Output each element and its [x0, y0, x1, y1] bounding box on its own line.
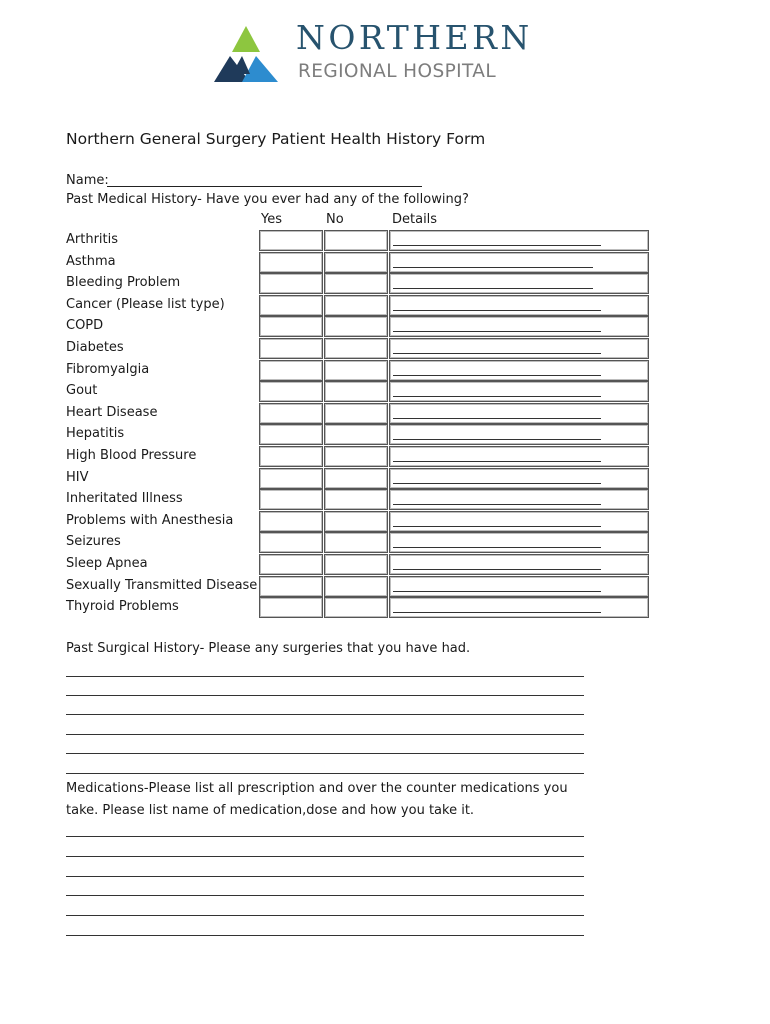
- details-underline: [393, 418, 601, 419]
- details-underline: [393, 547, 601, 548]
- yes-checkbox[interactable]: [259, 338, 323, 359]
- condition-label: High Blood Pressure: [66, 448, 197, 463]
- past-medical-history-prompt: Past Medical History- Have you ever had any of the following?: [66, 192, 469, 207]
- details-field[interactable]: [389, 360, 649, 381]
- yes-checkbox[interactable]: [259, 489, 323, 510]
- condition-label: Sexually Transmitted Disease: [66, 577, 258, 593]
- yes-checkbox[interactable]: [259, 252, 323, 273]
- form-title: Northern General Surgery Patient Health History Form: [66, 130, 486, 148]
- details-field[interactable]: [389, 295, 649, 316]
- details-field[interactable]: [389, 576, 649, 597]
- name-field[interactable]: [107, 186, 422, 187]
- column-header-details: Details: [392, 212, 438, 227]
- surgery-line[interactable]: [66, 714, 584, 715]
- hospital-logo-icon: [212, 24, 280, 84]
- condition-label: Bleeding Problem: [66, 275, 181, 291]
- condition-label: Seizures: [66, 534, 121, 550]
- details-underline: [393, 288, 593, 289]
- no-checkbox[interactable]: [324, 597, 388, 618]
- details-field[interactable]: [389, 597, 649, 618]
- yes-checkbox[interactable]: [259, 554, 323, 575]
- no-checkbox[interactable]: [324, 424, 388, 445]
- no-checkbox[interactable]: [324, 381, 388, 402]
- details-underline: [393, 353, 601, 354]
- details-underline: [393, 526, 601, 527]
- yes-checkbox[interactable]: [259, 295, 323, 316]
- yes-checkbox[interactable]: [259, 511, 323, 532]
- condition-label: Inheritated Illness: [66, 491, 183, 507]
- surgery-line[interactable]: [66, 773, 584, 774]
- details-underline: [393, 612, 601, 613]
- details-field[interactable]: [389, 230, 649, 251]
- condition-label: Hepatitis: [66, 426, 125, 442]
- details-field[interactable]: [389, 532, 649, 553]
- no-checkbox[interactable]: [324, 489, 388, 510]
- details-field[interactable]: [389, 381, 649, 402]
- condition-label: Fibromyalgia: [66, 361, 150, 377]
- yes-checkbox[interactable]: [259, 576, 323, 597]
- details-field[interactable]: [389, 511, 649, 532]
- yes-checkbox[interactable]: [259, 597, 323, 618]
- medication-line[interactable]: [66, 935, 584, 936]
- medications-prompt-line-2: take. Please list name of medication,dose and how you take it.: [66, 803, 475, 818]
- no-checkbox[interactable]: [324, 316, 388, 337]
- details-underline: [393, 396, 601, 397]
- yes-checkbox[interactable]: [259, 468, 323, 489]
- no-checkbox[interactable]: [324, 468, 388, 489]
- details-field[interactable]: [389, 446, 649, 467]
- details-field[interactable]: [389, 403, 649, 424]
- yes-checkbox[interactable]: [259, 360, 323, 381]
- yes-checkbox[interactable]: [259, 381, 323, 402]
- no-checkbox[interactable]: [324, 511, 388, 532]
- column-header-no: No: [326, 212, 344, 227]
- condition-label: Arthritis: [66, 232, 119, 247]
- logo-subtitle: REGIONAL HOSPITAL: [298, 61, 497, 82]
- yes-checkbox[interactable]: [259, 424, 323, 445]
- medications-prompt-line-1: Medications-Please list all prescription and over the counter medications you: [66, 781, 568, 796]
- condition-label: Cancer (Please list type): [66, 296, 225, 312]
- past-surgical-history-prompt: Past Surgical History- Please any surgeries that you have had.: [66, 641, 471, 656]
- no-checkbox[interactable]: [324, 252, 388, 273]
- details-underline: [393, 245, 601, 246]
- details-underline: [393, 461, 601, 462]
- no-checkbox[interactable]: [324, 295, 388, 316]
- details-field[interactable]: [389, 489, 649, 510]
- condition-label: Gout: [66, 383, 98, 399]
- logo-title: NORTHERN: [296, 18, 533, 57]
- details-underline: [393, 439, 601, 440]
- details-field[interactable]: [389, 554, 649, 575]
- no-checkbox[interactable]: [324, 230, 388, 251]
- medication-line[interactable]: [66, 836, 584, 837]
- medication-line[interactable]: [66, 876, 584, 877]
- surgery-line[interactable]: [66, 695, 584, 696]
- condition-label: Sleep Apnea: [66, 556, 148, 571]
- details-field[interactable]: [389, 252, 649, 273]
- condition-label: Problems with Anesthesia: [66, 512, 234, 528]
- condition-label: Diabetes: [66, 340, 124, 355]
- details-underline: [393, 591, 601, 592]
- no-checkbox[interactable]: [324, 360, 388, 381]
- details-field[interactable]: [389, 316, 649, 337]
- details-underline: [393, 483, 601, 484]
- details-underline: [393, 331, 601, 332]
- no-checkbox[interactable]: [324, 338, 388, 359]
- condition-label: Asthma: [66, 253, 116, 269]
- details-underline: [393, 504, 601, 505]
- condition-label: Thyroid Problems: [66, 599, 179, 615]
- medication-line[interactable]: [66, 895, 584, 896]
- no-checkbox[interactable]: [324, 446, 388, 467]
- no-checkbox[interactable]: [324, 576, 388, 597]
- condition-label: Heart Disease: [66, 404, 158, 420]
- no-checkbox[interactable]: [324, 273, 388, 294]
- yes-checkbox[interactable]: [259, 403, 323, 424]
- details-field[interactable]: [389, 273, 649, 294]
- no-checkbox[interactable]: [324, 403, 388, 424]
- no-checkbox[interactable]: [324, 532, 388, 553]
- condition-label: HIV: [66, 469, 89, 485]
- surgery-line[interactable]: [66, 753, 584, 754]
- yes-checkbox[interactable]: [259, 532, 323, 553]
- yes-checkbox[interactable]: [259, 446, 323, 467]
- details-field[interactable]: [389, 468, 649, 489]
- yes-checkbox[interactable]: [259, 230, 323, 251]
- details-field[interactable]: [389, 338, 649, 359]
- details-underline: [393, 569, 601, 570]
- name-label: Name:: [66, 173, 109, 188]
- surgery-line[interactable]: [66, 676, 584, 677]
- condition-label: COPD: [66, 318, 104, 334]
- details-underline: [393, 267, 593, 268]
- yes-checkbox[interactable]: [259, 273, 323, 294]
- no-checkbox[interactable]: [324, 554, 388, 575]
- hospital-logo: [212, 20, 552, 86]
- surgery-line[interactable]: [66, 734, 584, 735]
- details-field[interactable]: [389, 424, 649, 445]
- medication-line[interactable]: [66, 915, 584, 916]
- details-underline: [393, 310, 601, 311]
- yes-checkbox[interactable]: [259, 316, 323, 337]
- column-header-yes: Yes: [261, 212, 282, 227]
- medication-line[interactable]: [66, 856, 584, 857]
- details-underline: [393, 375, 601, 376]
